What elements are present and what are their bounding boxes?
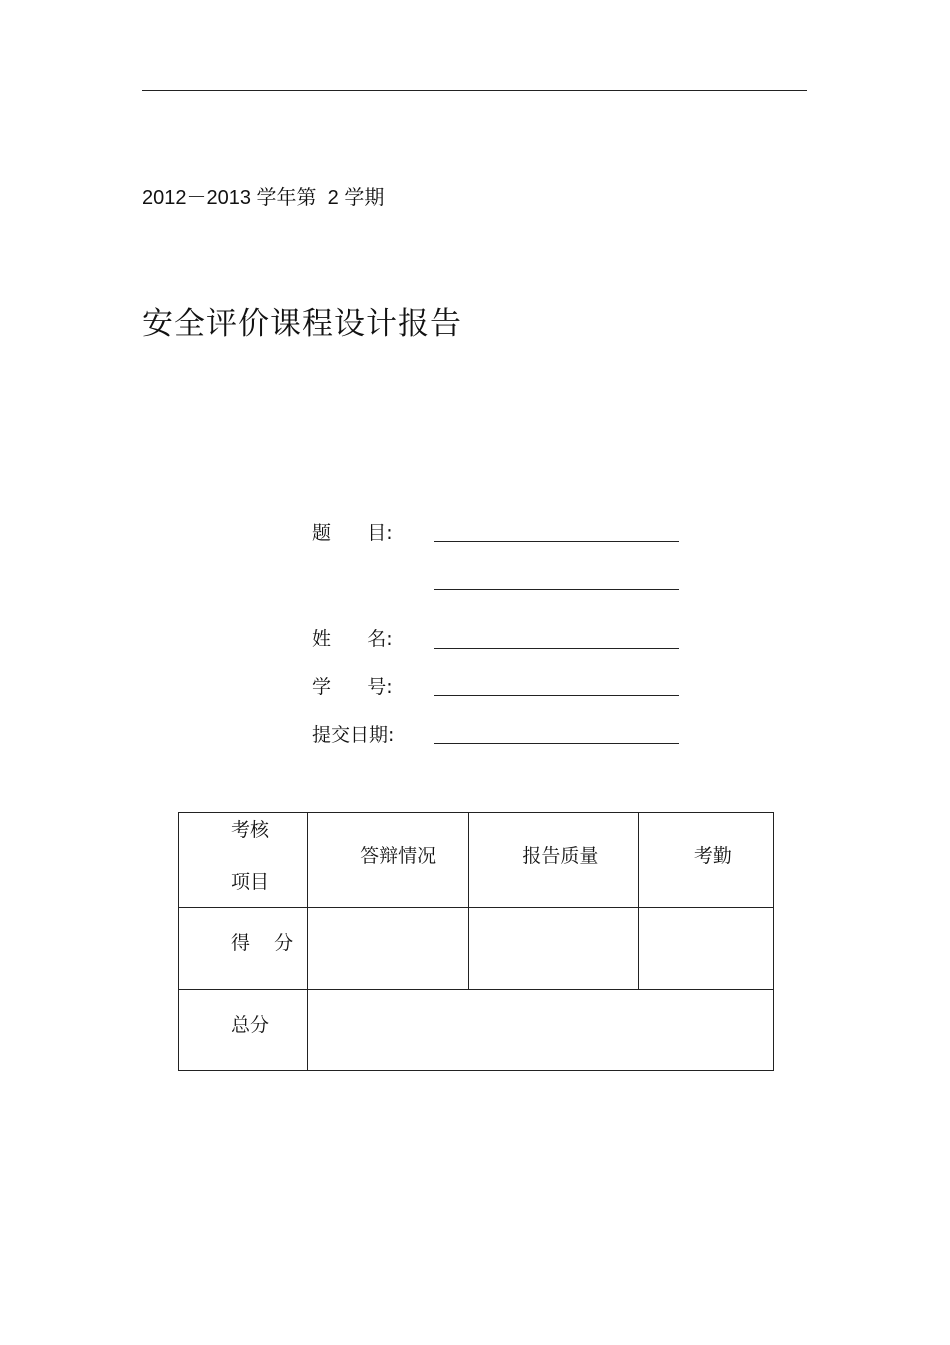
header-item-line1: 考核 <box>231 819 270 841</box>
student-id-label: 学 号: <box>312 676 393 698</box>
semester-text: 2012－2013 学年第 2 学期 <box>142 187 385 209</box>
total-label: 总分 <box>231 1014 270 1036</box>
header-attendance-cell <box>638 813 773 908</box>
total-value-cell[interactable] <box>308 990 774 1071</box>
topic-label: 题 目: <box>312 522 393 544</box>
total-row <box>179 990 774 1071</box>
submit-date-line[interactable] <box>434 743 679 744</box>
score-label: 得 分 <box>231 932 294 954</box>
student-id-line[interactable] <box>434 695 679 696</box>
header-item-line2: 项目 <box>231 871 270 893</box>
topic-line-1[interactable] <box>434 541 679 542</box>
header-item-cell <box>179 813 308 908</box>
name-line[interactable] <box>434 648 679 649</box>
score-row <box>179 908 774 990</box>
header-report-quality: 报告质量 <box>522 845 599 867</box>
header-report-quality-cell <box>469 813 638 908</box>
total-label-cell <box>179 990 308 1071</box>
header-rule <box>142 90 807 91</box>
header-attendance: 考勤 <box>693 845 732 867</box>
report-title: 安全评价课程设计报告 <box>142 306 462 342</box>
header-defense: 答辩情况 <box>360 845 437 867</box>
score-attendance-cell[interactable] <box>638 908 773 990</box>
topic-line-2[interactable] <box>434 589 679 590</box>
score-table <box>178 812 774 1071</box>
submit-date-label: 提交日期: <box>312 724 395 746</box>
table-header-row <box>179 813 774 908</box>
name-label: 姓 名: <box>312 628 393 650</box>
score-label-cell <box>179 908 308 990</box>
header-defense-cell <box>308 813 469 908</box>
score-report-quality-cell[interactable] <box>469 908 638 990</box>
score-defense-cell[interactable] <box>308 908 469 990</box>
